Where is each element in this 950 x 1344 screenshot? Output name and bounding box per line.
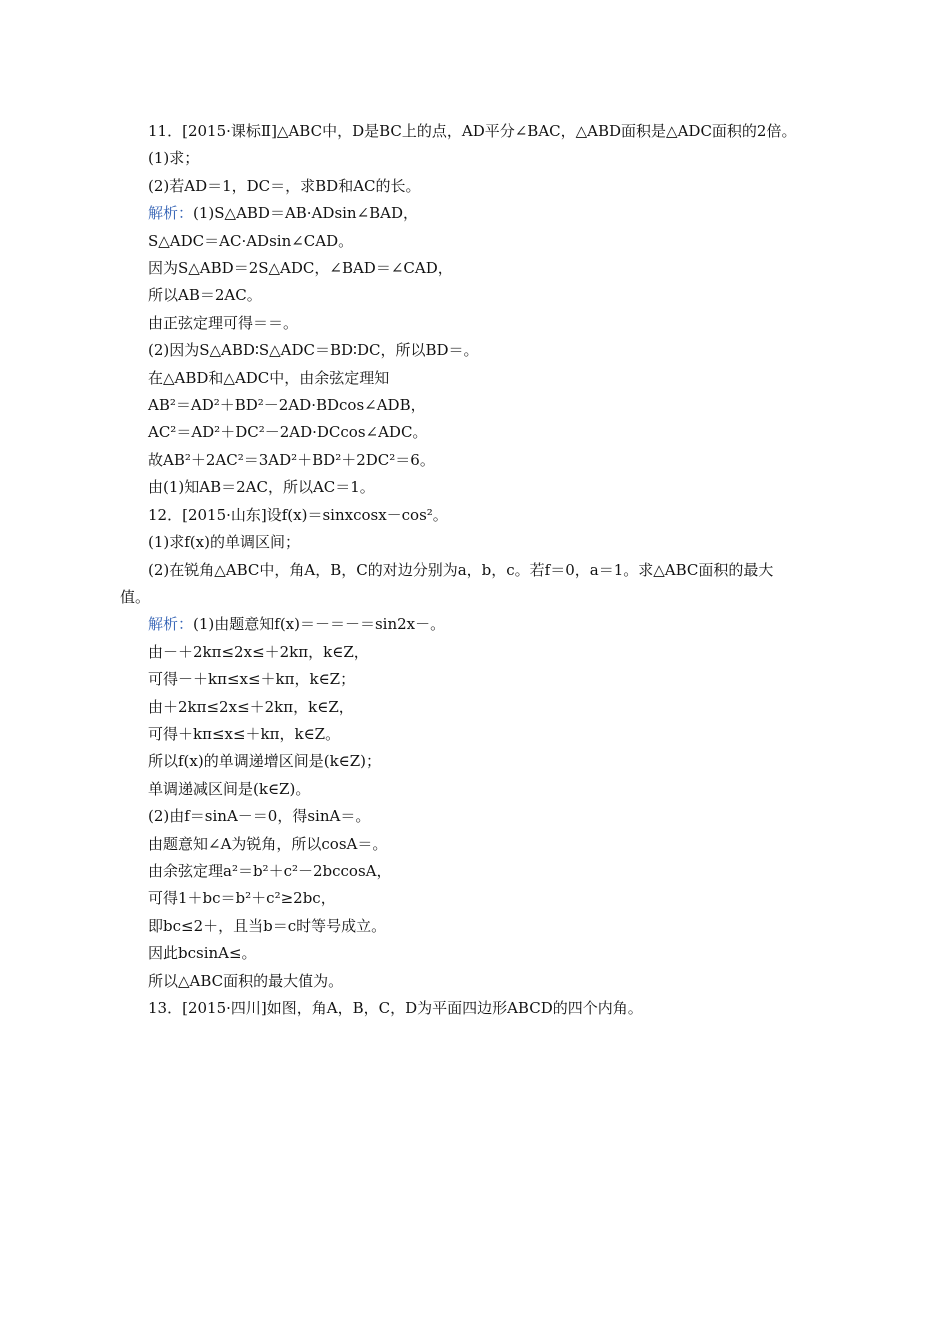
text-line: (2)因为S△ABD∶S△ADC＝BD∶DC，所以BD＝。 [148, 341, 479, 360]
solution-line [120, 611, 850, 638]
solution-text: (1)S△ABD＝AB·ADsin∠BAD， [193, 204, 419, 223]
text-line: 由＋2kπ≤2x≤＋2kπ，k∈Z， [148, 697, 354, 716]
text-line: 可得1＋bc＝b²＋c²≥2bc， [148, 889, 336, 908]
text-line: 所以AB＝2AC。 [148, 286, 262, 305]
text-line: 由－＋2kπ≤2x≤＋2kπ，k∈Z， [148, 642, 369, 661]
solution-line [120, 200, 850, 227]
text-line: (2)由f＝sinA－＝0，得sinA＝。 [148, 807, 371, 826]
text-line: (2)若AD＝1，DC＝，求BD和AC的长。 [148, 176, 421, 195]
text-line: 故AB²＋2AC²＝3AD²＋BD²＋2DC²＝6。 [148, 450, 435, 469]
problem-11 [120, 118, 850, 502]
text-line: 可得＋kπ≤x≤＋kπ，k∈Z。 [148, 724, 341, 743]
question-part-text: (2)在锐角△ABC中，角A，B，C的对边分别为a，b，c。若f＝0，a＝1。求△ABC面积的最大 [148, 560, 774, 579]
text-line: S△ADC＝AC·ADsin∠CAD。 [148, 231, 354, 250]
question-title: 13．[2015·四川]如图，角A，B，C，D为平面四边形ABCD的四个内角。 [148, 999, 643, 1017]
text-line: 由余弦定理a²＝b²＋c²－2bccosA， [148, 861, 392, 880]
text-line: 因为S△ABD＝2S△ADC，∠BAD＝∠CAD， [148, 259, 453, 278]
text-line: 由正弦定理可得＝＝。 [148, 313, 299, 332]
text-line: (1)求f(x)的单调区间； [148, 533, 300, 552]
text-line: 可得－＋kπ≤x≤＋kπ，k∈Z； [148, 670, 356, 689]
solution-label: 解析： [148, 615, 194, 634]
document-content [120, 118, 850, 1022]
problem-12 [120, 502, 850, 995]
text-line: AC²＝AD²＋DC²－2AD·DCcos∠ADC。 [148, 423, 428, 442]
question-part-line [120, 557, 850, 612]
text-line: 所以f(x)的单调递增区间是(k∈Z)； [148, 752, 382, 771]
text-line: 由(1)知AB＝2AC，所以AC＝1。 [148, 478, 375, 497]
question-part-continuation: 值。 [120, 587, 151, 606]
text-line: 在△ABD和△ADC中，由余弦定理知 [148, 368, 390, 387]
text-line: 因此bcsinA≤。 [148, 944, 257, 963]
text-line: 所以△ABC面积的最大值为。 [148, 971, 344, 990]
text-line: 单调递减区间是(k∈Z)。 [148, 779, 311, 798]
question-title: 11．[2015·课标Ⅱ]△ABC中，D是BC上的点，AD平分∠BAC，△ABD面积是△ADC面积的2倍。 [148, 122, 797, 140]
solution-text: (1)由题意知f(x)＝－＝－＝sin2x－。 [193, 615, 446, 634]
question-title: 12．[2015·山东]设f(x)＝sinxcosx－cos²。 [148, 505, 448, 524]
text-line: (1)求； [148, 149, 200, 168]
text-line: AB²＝AD²＋BD²－2AD·BDcos∠ADB， [148, 396, 426, 415]
solution-label: 解析： [148, 204, 194, 223]
text-line: 由题意知∠A为锐角，所以cosA＝。 [148, 834, 388, 853]
problem-13 [120, 995, 850, 1022]
text-line: 即bc≤2＋，且当b＝c时等号成立。 [148, 916, 387, 935]
